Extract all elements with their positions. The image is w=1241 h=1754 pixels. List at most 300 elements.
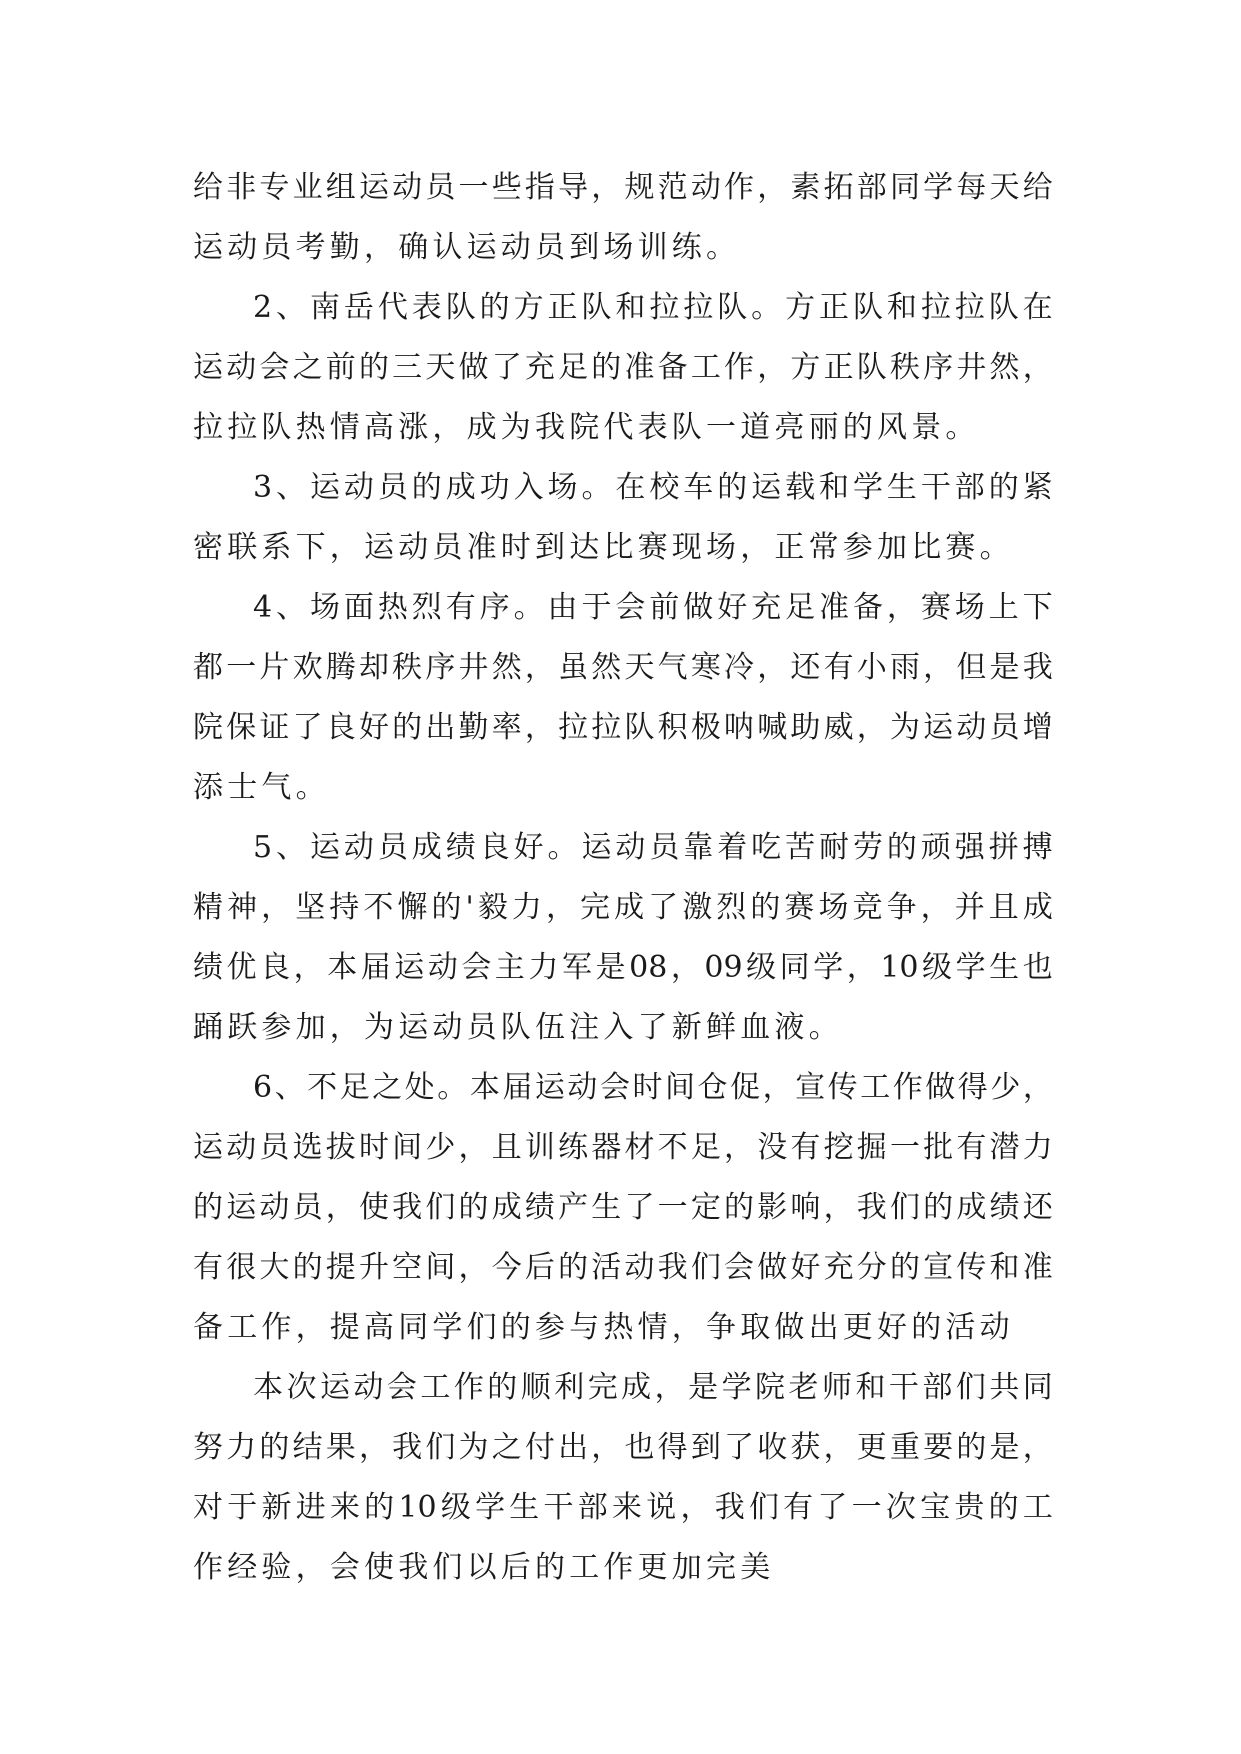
glyph: 有 <box>790 1130 821 1165</box>
glyph: 会 <box>615 590 646 625</box>
glyph: 证 <box>259 710 290 745</box>
glyph: 是 <box>989 1430 1020 1465</box>
glyph: 却 <box>358 650 389 685</box>
glyph: 运 <box>309 830 340 865</box>
text-line <box>193 698 1053 758</box>
glyph: ， <box>757 350 788 385</box>
glyph: 足 <box>339 1070 370 1105</box>
glyph: 学 <box>475 1490 506 1525</box>
glyph: 动 <box>343 830 374 865</box>
glyph: ， <box>524 710 555 745</box>
glyph: 干 <box>920 470 951 505</box>
glyph: 批 <box>923 1130 954 1165</box>
glyph: 收 <box>757 1430 788 1465</box>
glyph: 还 <box>1022 1190 1053 1225</box>
glyph: 赛 <box>784 890 815 925</box>
glyph: ， <box>591 170 622 205</box>
glyph: 的 <box>923 1190 954 1225</box>
glyph: 大 <box>259 1250 290 1285</box>
glyph: 劳 <box>852 830 883 865</box>
glyph: 有 <box>956 1130 987 1165</box>
glyph: 选 <box>292 1130 323 1165</box>
glyph: 动 <box>226 350 257 385</box>
glyph: 级 <box>746 950 777 985</box>
glyph: 动 <box>690 170 721 205</box>
glyph: 生 <box>591 1190 622 1225</box>
glyph: ， <box>1022 350 1053 385</box>
glyph: 后 <box>524 1250 555 1285</box>
glyph: 好 <box>790 1250 821 1285</box>
glyph: 来 <box>612 1490 642 1525</box>
glyph: 。 <box>437 1070 468 1105</box>
glyph: 绩 <box>193 950 223 985</box>
glyph: 准 <box>1022 1250 1053 1285</box>
glyph: 且 <box>491 1130 522 1165</box>
glyph: 不 <box>307 1070 338 1105</box>
glyph: 作 <box>892 1070 923 1105</box>
glyph: 、 <box>276 830 307 865</box>
glyph: 升 <box>358 1250 389 1285</box>
glyph: 正 <box>819 290 850 325</box>
glyph: 分 <box>856 1250 887 1285</box>
glyph: 是 <box>595 950 626 985</box>
glyph: 说 <box>646 1490 677 1525</box>
glyph: 、 <box>274 1070 305 1105</box>
glyph: 重 <box>889 1430 920 1465</box>
glyph: 队 <box>856 350 887 385</box>
glyph: 一 <box>458 170 489 205</box>
glyph: 于 <box>227 1490 258 1525</box>
glyph: 校 <box>649 470 680 505</box>
glyph: 之 <box>292 350 323 385</box>
glyph: 我 <box>714 1490 745 1525</box>
glyph: 贵 <box>954 1490 985 1525</box>
glyph: 动 <box>353 1370 384 1405</box>
glyph: 主 <box>494 950 525 985</box>
glyph: 提 <box>325 1250 356 1285</box>
glyph: 优 <box>226 950 257 985</box>
glyph: 们 <box>690 1250 721 1285</box>
glyph: 2 <box>253 290 273 325</box>
glyph: 运 <box>923 710 954 745</box>
glyph: 。 <box>581 470 612 505</box>
glyph: 由 <box>547 590 578 625</box>
glyph: 我 <box>392 1190 423 1225</box>
glyph: 的 <box>458 1190 489 1225</box>
glyph: 做 <box>757 1250 788 1285</box>
glyph: 虽 <box>558 650 589 685</box>
glyph: 且 <box>988 890 1019 925</box>
glyph: 会 <box>599 1070 630 1105</box>
glyph: 助 <box>790 710 821 745</box>
glyph: 一 <box>226 650 257 685</box>
glyph: 强 <box>954 830 985 865</box>
glyph: 业 <box>292 170 323 205</box>
glyph: 气 <box>657 650 688 685</box>
glyph: 付 <box>524 1430 555 1465</box>
glyph: 然 <box>491 650 522 685</box>
glyph: 在 <box>1022 290 1053 325</box>
glyph: 我 <box>1022 650 1053 685</box>
glyph: 给 <box>1022 170 1053 205</box>
glyph: 方 <box>513 290 544 325</box>
glyph: 今 <box>491 1250 522 1285</box>
glyph: 毅 <box>477 890 508 925</box>
glyph: 来 <box>329 1490 360 1525</box>
glyph: 院 <box>755 1370 786 1405</box>
glyph: 拉 <box>920 290 951 325</box>
glyph: 的 <box>886 830 917 865</box>
glyph: 场 <box>547 470 578 505</box>
glyph: 了 <box>491 350 522 385</box>
glyph: 神 <box>227 890 258 925</box>
glyph: 积 <box>657 710 688 745</box>
glyph: 给 <box>193 170 223 205</box>
glyph: 有 <box>823 650 854 685</box>
glyph: ， <box>757 170 788 205</box>
glyph: 新 <box>261 1490 292 1525</box>
glyph: 的 <box>364 1490 395 1525</box>
glyph: 竞 <box>852 890 883 925</box>
glyph: 6 <box>253 1070 273 1105</box>
glyph: 获 <box>790 1430 821 1465</box>
glyph: 为 <box>458 1430 489 1465</box>
glyph: 队 <box>717 290 748 325</box>
glyph: 同 <box>889 170 920 205</box>
glyph: 还 <box>790 650 821 685</box>
glyph: ， <box>458 1250 489 1285</box>
glyph: 是 <box>989 650 1020 685</box>
glyph: 的 <box>988 1490 1019 1525</box>
glyph: 的 <box>431 890 462 925</box>
glyph: 井 <box>458 650 489 685</box>
glyph: 产 <box>558 1190 589 1225</box>
glyph: ， <box>1022 1070 1053 1105</box>
glyph: 运 <box>394 950 425 985</box>
glyph: 少 <box>425 1130 456 1165</box>
glyph: 吃 <box>751 830 782 865</box>
glyph: ， <box>293 950 324 985</box>
text-line: 密联系下，运动员准时到达比赛现场，正常参加比赛。 <box>193 530 1014 565</box>
text-line: 拉拉队热情高涨，成为我院代表队一道亮丽的风景。 <box>193 410 980 445</box>
glyph: 苦 <box>785 830 816 865</box>
glyph: ， <box>846 950 877 985</box>
glyph: 秩 <box>392 650 423 685</box>
glyph: 的 <box>259 1430 290 1465</box>
glyph: 导 <box>558 170 589 205</box>
glyph: 争 <box>886 890 917 925</box>
glyph: 入 <box>513 470 544 505</box>
glyph: 努 <box>193 1430 223 1465</box>
glyph: 喊 <box>757 710 788 745</box>
glyph: 本 <box>327 950 358 985</box>
glyph: 场 <box>818 890 849 925</box>
glyph: 之 <box>491 1430 522 1465</box>
text-line <box>193 158 1053 218</box>
glyph: ， <box>654 1370 685 1405</box>
glyph: 们 <box>748 1490 779 1525</box>
glyph: 更 <box>856 1430 887 1465</box>
glyph: 挖 <box>823 1130 854 1165</box>
glyph: 序 <box>923 350 954 385</box>
glyph: 都 <box>193 650 223 685</box>
glyph: 宣 <box>923 1250 954 1285</box>
glyph: 增 <box>1022 710 1053 745</box>
text-line: 运动员考勤，确认运动员到场训练。 <box>193 230 741 265</box>
glyph: 动 <box>259 1190 290 1225</box>
glyph: 好 <box>717 590 748 625</box>
glyph: 工 <box>420 1370 451 1405</box>
glyph: 的 <box>358 350 389 385</box>
glyph: 动 <box>615 830 646 865</box>
glyph: 学 <box>721 1370 752 1405</box>
glyph: ， <box>524 650 555 685</box>
glyph: 队 <box>445 290 476 325</box>
glyph: 训 <box>524 1130 555 1165</box>
glyph: 学 <box>852 470 883 505</box>
glyph: 在 <box>615 470 646 505</box>
text-line <box>193 458 1053 518</box>
glyph: 空 <box>392 1250 423 1285</box>
glyph: ， <box>823 1190 854 1225</box>
glyph: 勤 <box>458 710 489 745</box>
glyph: 员 <box>425 170 456 205</box>
glyph: 备 <box>657 350 688 385</box>
glyph: 南 <box>309 290 340 325</box>
glyph: 烈 <box>716 890 747 925</box>
glyph: 潜 <box>989 1130 1020 1165</box>
glyph: 三 <box>392 350 423 385</box>
glyph: 材 <box>624 1130 655 1165</box>
glyph: 器 <box>591 1130 622 1165</box>
glyph: ， <box>1022 1430 1053 1465</box>
glyph: 间 <box>392 1130 423 1165</box>
glyph: 天 <box>425 350 456 385</box>
glyph: 学 <box>923 170 954 205</box>
glyph: 宣 <box>795 1070 826 1105</box>
glyph: 队 <box>852 290 883 325</box>
glyph: 定 <box>690 1190 721 1225</box>
glyph: 秩 <box>889 350 920 385</box>
glyph: 上 <box>988 590 1019 625</box>
text-line <box>193 1358 1053 1418</box>
glyph: 充 <box>751 590 782 625</box>
glyph: 持 <box>329 890 360 925</box>
glyph: ， <box>670 950 701 985</box>
glyph: 但 <box>956 650 987 685</box>
glyph: 本 <box>253 1370 283 1405</box>
glyph: ， <box>358 1430 389 1465</box>
glyph: 们 <box>955 1370 986 1405</box>
glyph: 极 <box>690 710 721 745</box>
glyph: 10 <box>880 950 919 985</box>
glyph: 小 <box>856 650 887 685</box>
glyph: 车 <box>683 470 714 505</box>
glyph: ， <box>823 1430 854 1465</box>
glyph: ， <box>591 1430 622 1465</box>
glyph: 拼 <box>988 830 1019 865</box>
glyph: ， <box>856 710 887 745</box>
glyph: 雨 <box>889 650 920 685</box>
glyph: 动 <box>567 1070 598 1105</box>
glyph: ， <box>923 650 954 685</box>
glyph: 拔 <box>325 1130 356 1165</box>
glyph: 同 <box>779 950 810 985</box>
glyph: 、 <box>276 470 307 505</box>
glyph: 间 <box>425 1250 456 1285</box>
glyph: 我 <box>657 1250 688 1285</box>
glyph: 做 <box>683 590 714 625</box>
glyph: 足 <box>785 590 816 625</box>
glyph: 好 <box>513 830 544 865</box>
glyph: 成 <box>1022 890 1053 925</box>
glyph: 备 <box>852 590 883 625</box>
glyph: 片 <box>259 650 290 685</box>
glyph: 功 <box>479 470 510 505</box>
glyph: 成 <box>956 1190 987 1225</box>
glyph: 共 <box>989 1370 1020 1405</box>
glyph: 做 <box>458 350 489 385</box>
glyph: 一 <box>889 1130 920 1165</box>
glyph: 专 <box>259 170 290 205</box>
glyph: 的 <box>988 470 1019 505</box>
glyph: 运 <box>309 470 340 505</box>
glyph: 09 <box>704 950 743 985</box>
glyph: 冷 <box>724 650 754 685</box>
glyph: 次 <box>286 1370 317 1405</box>
glyph: 了 <box>724 1430 754 1465</box>
glyph: 。 <box>513 590 544 625</box>
glyph: 时 <box>632 1070 663 1105</box>
glyph: 的 <box>724 1190 754 1225</box>
glyph: 动 <box>956 710 987 745</box>
glyph: 场 <box>954 590 985 625</box>
glyph: 级 <box>440 1490 471 1525</box>
glyph: 工 <box>690 350 721 385</box>
glyph: 顺 <box>520 1370 551 1405</box>
glyph: 到 <box>690 1430 721 1465</box>
glyph: 足 <box>690 1130 721 1165</box>
glyph: 范 <box>657 170 688 205</box>
glyph: 没 <box>757 1130 788 1165</box>
glyph: 拉 <box>954 290 985 325</box>
glyph: 生 <box>509 1490 540 1525</box>
glyph: 良 <box>479 830 510 865</box>
glyph: 序 <box>479 590 510 625</box>
glyph: 运 <box>226 1190 257 1225</box>
glyph: 些 <box>491 170 522 205</box>
glyph: 是 <box>688 1370 719 1405</box>
glyph: 素 <box>790 170 821 205</box>
glyph: 搏 <box>1022 830 1053 865</box>
text-line <box>193 278 1053 338</box>
glyph: 场 <box>309 590 340 625</box>
glyph: 本 <box>469 1070 500 1105</box>
glyph: 间 <box>665 1070 695 1105</box>
glyph: 寒 <box>690 650 721 685</box>
glyph: 紧 <box>1022 470 1053 505</box>
glyph: 作 <box>724 350 754 385</box>
text-line <box>193 938 1053 998</box>
glyph: 运 <box>319 1370 350 1405</box>
glyph: 坚 <box>295 890 326 925</box>
text-line <box>193 1118 1053 1178</box>
glyph: 学 <box>955 950 986 985</box>
glyph: 拉 <box>683 290 714 325</box>
glyph: 10 <box>398 1490 437 1525</box>
glyph: 规 <box>624 170 655 205</box>
glyph: 干 <box>543 1490 574 1525</box>
glyph: 之 <box>372 1070 403 1105</box>
glyph: 前 <box>649 590 680 625</box>
glyph: 处 <box>404 1070 435 1105</box>
glyph: 着 <box>717 830 748 865</box>
glyph: 生 <box>886 470 917 505</box>
glyph: 果 <box>325 1430 356 1465</box>
glyph: 于 <box>581 590 612 625</box>
glyph: 动 <box>343 470 374 505</box>
glyph: 活 <box>591 1250 622 1285</box>
glyph: 拉 <box>649 290 680 325</box>
glyph: 然 <box>989 350 1020 385</box>
glyph: 队 <box>988 290 1019 325</box>
glyph: 届 <box>502 1070 533 1105</box>
glyph: 影 <box>757 1190 788 1225</box>
glyph: 耐 <box>819 830 850 865</box>
glyph: 并 <box>954 890 985 925</box>
glyph: 了 <box>648 890 679 925</box>
glyph: 级 <box>922 950 953 985</box>
glyph: 。 <box>751 290 782 325</box>
glyph: 热 <box>377 590 408 625</box>
glyph: 序 <box>425 650 456 685</box>
glyph: 得 <box>957 1070 988 1105</box>
text-line <box>193 1478 1053 1538</box>
glyph: 动 <box>624 1250 655 1285</box>
glyph: 准 <box>624 350 655 385</box>
glyph: 08 <box>629 950 668 985</box>
glyph: 精 <box>193 890 223 925</box>
glyph: ， <box>886 590 917 625</box>
glyph: 部 <box>954 470 985 505</box>
glyph: 指 <box>524 170 555 205</box>
glyph: 。 <box>547 830 578 865</box>
glyph: 足 <box>558 350 589 385</box>
glyph: 正 <box>547 290 578 325</box>
text-line <box>193 1058 1053 1118</box>
glyph: 好 <box>358 710 389 745</box>
glyph: 做 <box>925 1070 956 1105</box>
glyph: 方 <box>790 350 821 385</box>
glyph: 少 <box>990 1070 1021 1105</box>
glyph: 动 <box>226 1130 257 1165</box>
glyph: 练 <box>558 1130 589 1165</box>
glyph: 岳 <box>343 290 374 325</box>
glyph: 充 <box>524 350 555 385</box>
glyph: 得 <box>657 1430 688 1465</box>
glyph: 进 <box>295 1490 326 1525</box>
glyph: 结 <box>292 1430 323 1465</box>
glyph: 呐 <box>724 710 754 745</box>
glyph: 利 <box>554 1370 585 1405</box>
glyph: ， <box>458 1130 489 1165</box>
glyph: 组 <box>325 170 356 205</box>
glyph: 下 <box>1022 590 1053 625</box>
glyph: 响 <box>790 1190 821 1225</box>
glyph: 军 <box>562 950 593 985</box>
glyph: 的 <box>193 1190 223 1225</box>
glyph: 腾 <box>325 650 356 685</box>
